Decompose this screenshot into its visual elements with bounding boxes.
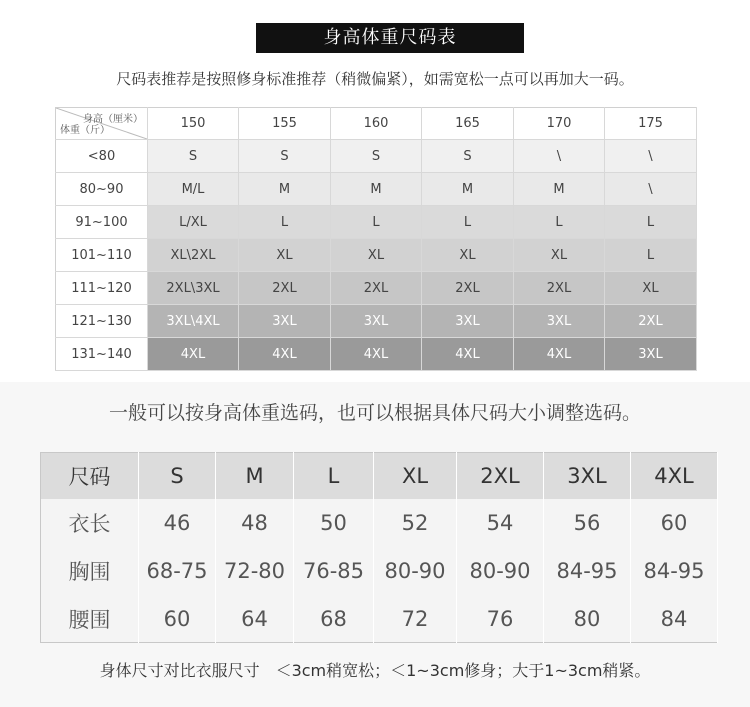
measurement-value: 72-80: [216, 547, 294, 595]
measurement-value: 48: [216, 499, 294, 547]
size-cell: \: [514, 140, 605, 173]
measurement-value: 68: [294, 595, 374, 643]
measurement-value: 60: [631, 499, 718, 547]
measurement-value: 46: [139, 499, 216, 547]
size-header: 2XL: [457, 453, 544, 500]
measurement-value: 84-95: [631, 547, 718, 595]
measurement-label: 腰围: [41, 595, 139, 643]
size-cell: 4XL: [239, 338, 331, 371]
size-cell: XL: [605, 272, 697, 305]
height-header: 150: [148, 108, 239, 140]
size-cell: L/XL: [148, 206, 239, 239]
size-cell: 4XL: [148, 338, 239, 371]
measurement-value: 72: [374, 595, 457, 643]
height-header-row: [56, 108, 697, 140]
size-cell: 4XL: [331, 338, 422, 371]
size-cell: XL\2XL: [148, 239, 239, 272]
size-cell: 3XL: [605, 338, 697, 371]
table-row: [41, 547, 718, 595]
measurement-value: 60: [139, 595, 216, 643]
table-row: [41, 595, 718, 643]
height-weight-size-table: [55, 107, 697, 371]
size-cell: 3XL: [239, 305, 331, 338]
measurement-value: 68-75: [139, 547, 216, 595]
measurement-value: 80: [544, 595, 631, 643]
table-row: [56, 239, 697, 272]
size-header: XL: [374, 453, 457, 500]
measurement-value: 76-85: [294, 547, 374, 595]
height-header: 160: [331, 108, 422, 140]
size-cell: 3XL: [422, 305, 514, 338]
fit-footnote: 身体尺寸对比衣服尺寸 ＜3cm稍宽松；＜1~3cm修身；大于1~3cm稍紧。: [99, 661, 651, 680]
size-cell: L: [605, 206, 697, 239]
size-cell: 3XL: [331, 305, 422, 338]
page-title: 身高体重尺码表: [256, 23, 524, 53]
measurement-value: 80-90: [457, 547, 544, 595]
recommendation-note: 尺码表推荐是按照修身标准推荐（稍微偏紧），如需宽松一点可以再加大一码。: [116, 70, 634, 88]
size-cell: 3XL: [514, 305, 605, 338]
corner-height-label: 身高（厘米）: [83, 114, 143, 125]
size-header-row: [41, 453, 718, 500]
table-row: [56, 272, 697, 305]
measurement-value: 80-90: [374, 547, 457, 595]
selection-advice: 一般可以按身高体重选码，也可以根据具体尺码大小调整选码。: [108, 402, 641, 424]
size-header: L: [294, 453, 374, 500]
size-cell: S: [148, 140, 239, 173]
table-row: [56, 140, 697, 173]
size-cell: 2XL: [605, 305, 697, 338]
size-cell: L: [239, 206, 331, 239]
size-cell: M: [331, 173, 422, 206]
measurement-label: 胸围: [41, 547, 139, 595]
measurement-value: 50: [294, 499, 374, 547]
height-header: 170: [514, 108, 605, 140]
measurement-value: 54: [457, 499, 544, 547]
size-header: 4XL: [631, 453, 718, 500]
table-corner-cell: [56, 108, 148, 140]
size-cell: M: [422, 173, 514, 206]
measurement-value: 64: [216, 595, 294, 643]
weight-label: 121~130: [56, 305, 148, 338]
table-row: [56, 305, 697, 338]
size-cell: 2XL: [514, 272, 605, 305]
size-cell: M/L: [148, 173, 239, 206]
size-cell: 2XL: [239, 272, 331, 305]
table-row: [56, 338, 697, 371]
height-header: 175: [605, 108, 697, 140]
size-cell: 4XL: [514, 338, 605, 371]
table-row: [56, 206, 697, 239]
size-cell: S: [331, 140, 422, 173]
size-cell: L: [514, 206, 605, 239]
size-cell: L: [422, 206, 514, 239]
measurement-value: 84: [631, 595, 718, 643]
measurement-value: 84-95: [544, 547, 631, 595]
size-cell: XL: [514, 239, 605, 272]
size-cell: 2XL: [331, 272, 422, 305]
weight-label: <80: [56, 140, 148, 173]
size-cell: 3XL\4XL: [148, 305, 239, 338]
size-cell: M: [239, 173, 331, 206]
size-cell: S: [422, 140, 514, 173]
size-header-label: 尺码: [41, 453, 139, 500]
size-header: S: [139, 453, 216, 500]
corner-weight-label: 体重（斤）: [60, 125, 110, 136]
measurement-value: 52: [374, 499, 457, 547]
size-header: 3XL: [544, 453, 631, 500]
garment-measurement-table: [40, 452, 718, 643]
measurement-value: 56: [544, 499, 631, 547]
weight-label: 101~110: [56, 239, 148, 272]
size-cell: 4XL: [422, 338, 514, 371]
size-cell: XL: [422, 239, 514, 272]
size-header: M: [216, 453, 294, 500]
table-row: [41, 499, 718, 547]
size-cell: \: [605, 173, 697, 206]
size-cell: M: [514, 173, 605, 206]
measurement-value: 76: [457, 595, 544, 643]
measurement-label: 衣长: [41, 499, 139, 547]
height-header: 155: [239, 108, 331, 140]
size-cell: XL: [239, 239, 331, 272]
size-cell: L: [331, 206, 422, 239]
weight-label: 111~120: [56, 272, 148, 305]
size-cell: L: [605, 239, 697, 272]
weight-label: 80~90: [56, 173, 148, 206]
table-row: [56, 173, 697, 206]
weight-label: 131~140: [56, 338, 148, 371]
size-cell: 2XL\3XL: [148, 272, 239, 305]
weight-label: 91~100: [56, 206, 148, 239]
size-cell: XL: [331, 239, 422, 272]
size-cell: \: [605, 140, 697, 173]
size-cell: S: [239, 140, 331, 173]
size-cell: 2XL: [422, 272, 514, 305]
height-header: 165: [422, 108, 514, 140]
